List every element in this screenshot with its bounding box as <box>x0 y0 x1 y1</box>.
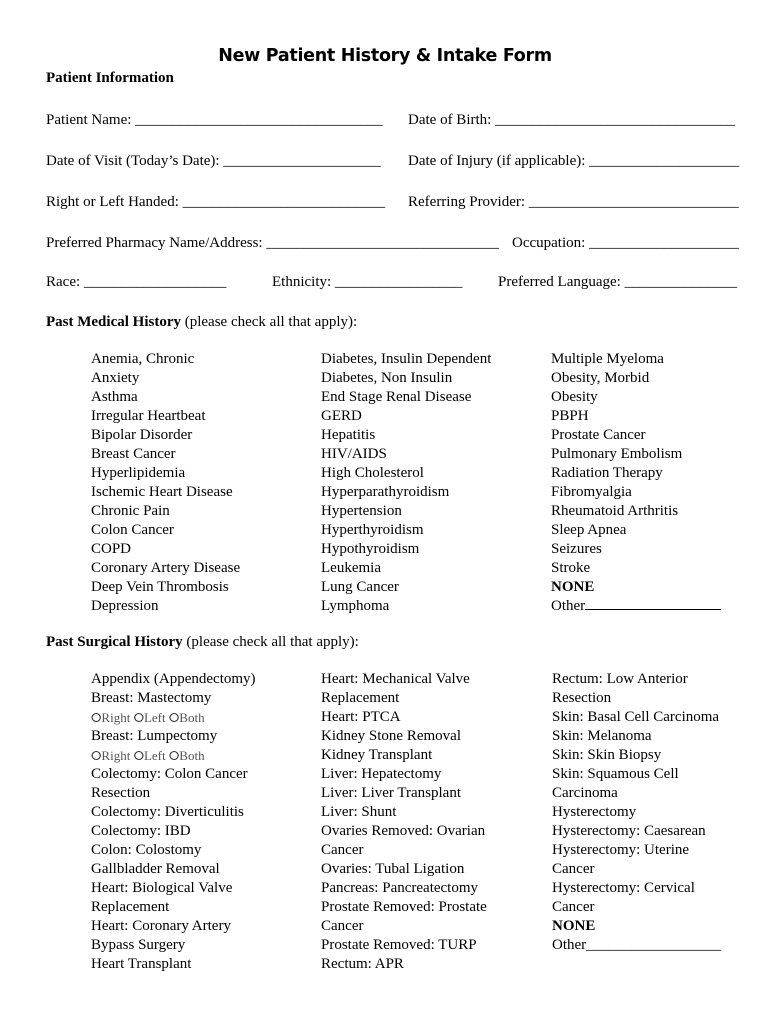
surgical-procedure-option[interactable]: Rectum: APR <box>321 956 404 972</box>
medical-other-label: Other <box>551 598 586 614</box>
surgical-procedure-option[interactable]: Colectomy: Diverticulitis <box>91 804 244 820</box>
surgical-procedure-option[interactable]: Replacement <box>91 899 170 915</box>
surgical-other-option[interactable]: Other__________________ <box>552 937 722 953</box>
radio-right-label: Right <box>101 748 131 763</box>
surgical-procedure-option[interactable]: Heart: Mechanical Valve <box>321 671 470 687</box>
medical-condition-option[interactable]: Lymphoma <box>321 598 390 614</box>
surgical-procedure-option[interactable]: Hysterectomy: Caesarean <box>552 823 706 839</box>
medical-condition-option[interactable]: Anxiety <box>91 370 140 386</box>
surgical-procedure-option[interactable]: Skin: Melanoma <box>552 728 652 744</box>
medical-condition-option[interactable]: End Stage Renal Disease <box>321 389 472 405</box>
medical-condition-option[interactable]: Hyperlipidemia <box>91 465 186 481</box>
surgical-procedure-option[interactable]: Liver: Shunt <box>321 804 397 820</box>
medical-condition-option[interactable]: Deep Vein Thrombosis <box>91 579 229 595</box>
medical-other-option[interactable] <box>551 597 721 616</box>
medical-condition-option[interactable]: Depression <box>91 598 159 614</box>
radio-circle-icon[interactable]: ⭘ <box>91 748 102 763</box>
date-of-visit-field[interactable]: Date of Visit (Today’s Date): _____________________ <box>46 153 381 169</box>
medical-condition-option[interactable]: Colon Cancer <box>91 522 174 538</box>
medical-condition-option[interactable]: Multiple Myeloma <box>551 351 664 367</box>
surgical-procedure-option[interactable]: Skin: Squamous Cell <box>552 766 679 782</box>
referring-provider-field[interactable]: Referring Provider: ____________________________ <box>408 194 739 210</box>
surgical-procedure-option[interactable]: Cancer <box>552 899 595 915</box>
surgical-procedure-option[interactable]: Rectum: Low Anterior <box>552 671 688 687</box>
surgical-history-heading: Past Surgical History <box>46 634 183 650</box>
surgical-option-appendix[interactable]: Appendix (Appendectomy) <box>91 671 256 687</box>
occupation-field[interactable]: Occupation: ____________________ <box>512 235 740 251</box>
lumpectomy-side-radio-group <box>91 746 256 765</box>
preferred-pharmacy-field[interactable]: Preferred Pharmacy Name/Address: _______________________________ <box>46 235 499 251</box>
surgical-history-instruction: (please check all that apply): <box>186 634 359 650</box>
surgical-procedure-option[interactable]: Pancreas: Pancreatectomy <box>321 880 479 896</box>
surgical-procedure-option[interactable]: Colectomy: IBD <box>91 823 191 839</box>
surgical-option-lumpectomy[interactable]: Breast: Lumpectomy <box>91 728 218 744</box>
medical-condition-option[interactable]: Hepatitis <box>321 427 376 443</box>
surgical-procedure-option[interactable]: Ovaries Removed: Ovarian <box>321 823 486 839</box>
surgical-procedure-option[interactable]: Cancer <box>321 842 364 858</box>
surgical-none-option[interactable]: NONE <box>552 918 596 934</box>
radio-both-label: Both <box>179 710 205 725</box>
section-patient-information: Patient Information <box>46 70 174 86</box>
medical-condition-option[interactable]: Prostate Cancer <box>551 427 646 443</box>
surgical-procedure-option[interactable]: Cancer <box>321 918 364 934</box>
surgical-procedure-option[interactable]: Kidney Stone Removal <box>321 728 461 744</box>
surgical-procedure-option[interactable]: Skin: Basal Cell Carcinoma <box>552 709 720 725</box>
date-of-birth-field[interactable]: Date of Birth: ________________________________ <box>408 112 736 128</box>
surgical-procedure-option[interactable]: Kidney Transplant <box>321 747 433 763</box>
medical-condition-option[interactable]: Stroke <box>551 560 591 576</box>
medical-condition-option[interactable]: COPD <box>91 541 132 557</box>
ethnicity-field[interactable]: Ethnicity: _________________ <box>272 274 463 290</box>
surgical-procedure-option[interactable]: Cancer <box>552 861 595 877</box>
medical-condition-option[interactable]: Obesity, Morbid <box>551 370 650 386</box>
mastectomy-side-radio-group <box>91 708 256 727</box>
surgical-procedure-option[interactable]: Prostate Removed: TURP <box>321 937 477 953</box>
medical-condition-option[interactable]: Hypothyroidism <box>321 541 420 557</box>
medical-condition-option[interactable]: HIV/AIDS <box>321 446 387 462</box>
surgical-procedure-option[interactable]: Ovaries: Tubal Ligation <box>321 861 465 877</box>
medical-condition-option[interactable]: Hyperparathyroidism <box>321 484 450 500</box>
surgical-procedure-option[interactable]: Colon: Colostomy <box>91 842 202 858</box>
surgical-history-column-2 <box>321 670 487 974</box>
surgical-option-mastectomy[interactable]: Breast: Mastectomy <box>91 690 212 706</box>
radio-circle-icon[interactable]: ⭘ <box>133 748 144 763</box>
surgical-procedure-option[interactable]: Heart: Coronary Artery <box>91 918 231 934</box>
medical-condition-option[interactable]: GERD <box>321 408 362 424</box>
surgical-procedure-option[interactable]: Skin: Skin Biopsy <box>552 747 662 763</box>
medical-condition-option[interactable]: Hypertension <box>321 503 402 519</box>
medical-condition-option[interactable]: PBPH <box>551 408 589 424</box>
medical-condition-option[interactable]: Irregular Heartbeat <box>91 408 206 424</box>
surgical-procedure-option[interactable]: Gallbladder Removal <box>91 861 220 877</box>
medical-history-column-1 <box>91 350 240 616</box>
surgical-procedure-option[interactable]: Heart Transplant <box>91 956 192 972</box>
race-field[interactable]: Race: ___________________ <box>46 274 227 290</box>
surgical-procedure-option[interactable]: Replacement <box>321 690 400 706</box>
medical-condition-option[interactable]: Leukemia <box>321 560 381 576</box>
surgical-history-column-3 <box>552 670 721 955</box>
radio-both-label: Both <box>179 748 205 763</box>
radio-left-label: Left <box>143 710 166 725</box>
medical-condition-option[interactable]: Breast Cancer <box>91 446 176 462</box>
medical-condition-option[interactable]: Lung Cancer <box>321 579 399 595</box>
surgical-history-column-1 <box>91 670 256 974</box>
surgical-procedure-option[interactable]: Liver: Liver Transplant <box>321 785 461 801</box>
form-title: New Patient History & Intake Form <box>218 46 552 66</box>
surgical-history-header <box>46 634 359 651</box>
medical-condition-option[interactable]: Anemia, Chronic <box>91 351 195 367</box>
medical-condition-option[interactable]: Sleep Apnea <box>551 522 627 538</box>
medical-condition-option[interactable]: Diabetes, Non Insulin <box>321 370 453 386</box>
radio-left-label: Left <box>143 748 166 763</box>
medical-condition-option[interactable]: Ischemic Heart Disease <box>91 484 233 500</box>
date-of-injury-field[interactable]: Date of Injury (if applicable): ____________________ <box>408 153 740 169</box>
medical-history-heading: Past Medical History <box>46 314 181 330</box>
surgical-procedure-option[interactable]: Resection <box>552 690 612 706</box>
radio-circle-icon[interactable]: ⭘ <box>91 710 102 725</box>
medical-condition-option[interactable]: Pulmonary Embolism <box>551 446 683 462</box>
medical-condition-option[interactable]: High Cholesterol <box>321 465 424 481</box>
radio-circle-icon[interactable]: ⭘ <box>168 748 180 763</box>
surgical-procedure-option[interactable]: Hysterectomy: Cervical <box>552 880 695 896</box>
surgical-procedure-option[interactable]: Heart: Biological Valve <box>91 880 233 896</box>
surgical-procedure-option[interactable]: Resection <box>91 785 151 801</box>
medical-history-header <box>46 314 357 331</box>
medical-condition-option[interactable]: Obesity <box>551 389 598 405</box>
medical-other-underline[interactable] <box>585 597 721 610</box>
medical-condition-option[interactable]: Diabetes, Insulin Dependent <box>321 351 492 367</box>
medical-condition-option[interactable]: Bipolar Disorder <box>91 427 193 443</box>
medical-condition-option[interactable]: Asthma <box>91 389 138 405</box>
radio-right-label: Right <box>101 710 131 725</box>
medical-history-instruction: (please check all that apply): <box>184 314 358 330</box>
medical-condition-option[interactable]: Seizures <box>551 541 602 557</box>
radio-circle-icon[interactable]: ⭘ <box>168 710 180 725</box>
medical-none-option[interactable]: NONE <box>551 579 595 595</box>
medical-condition-option[interactable]: Fibromyalgia <box>551 484 632 500</box>
medical-condition-option[interactable]: Coronary Artery Disease <box>91 560 241 576</box>
surgical-procedure-option[interactable]: Carcinoma <box>552 785 618 801</box>
patient-name-field[interactable]: Patient Name: _________________________________ <box>46 112 383 128</box>
preferred-language-field[interactable]: Preferred Language: _______________ <box>498 274 738 290</box>
medical-condition-option[interactable]: Rheumatoid Arthritis <box>551 503 679 519</box>
surgical-procedure-option[interactable]: Liver: Hepatectomy <box>321 766 442 782</box>
surgical-procedure-option[interactable]: Colectomy: Colon Cancer <box>91 766 248 782</box>
surgical-procedure-option[interactable]: Hysterectomy: Uterine <box>552 842 690 858</box>
medical-condition-option[interactable]: Radiation Therapy <box>551 465 663 481</box>
medical-history-column-3 <box>551 350 721 616</box>
radio-circle-icon[interactable]: ⭘ <box>133 710 144 725</box>
handedness-field[interactable]: Right or Left Handed: ___________________________ <box>46 194 386 210</box>
medical-condition-option[interactable]: Chronic Pain <box>91 503 170 519</box>
surgical-procedure-option[interactable]: Heart: PTCA <box>321 709 401 725</box>
surgical-procedure-option[interactable]: Bypass Surgery <box>91 937 186 953</box>
medical-condition-option[interactable]: Hyperthyroidism <box>321 522 424 538</box>
surgical-procedure-option[interactable]: Hysterectomy <box>552 804 637 820</box>
surgical-procedure-option[interactable]: Prostate Removed: Prostate <box>321 899 487 915</box>
medical-history-column-2 <box>321 350 491 616</box>
